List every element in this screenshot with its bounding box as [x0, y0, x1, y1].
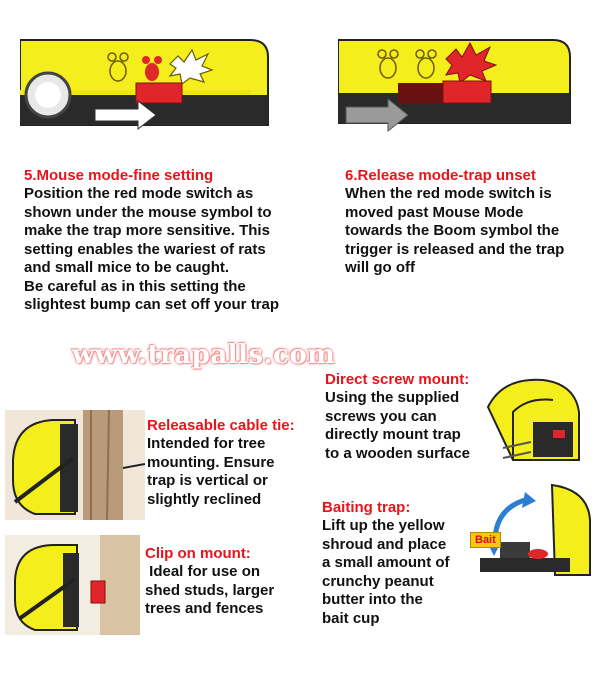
step5-body: [24, 185, 279, 315]
step5-line: Be careful as in this setting the: [24, 277, 246, 295]
cable-tie-line: Intended for tree: [147, 435, 266, 452]
cable-tie-title: Releasable cable tie:: [147, 417, 295, 434]
baiting-line: bait cup: [322, 609, 380, 627]
cable-tie-line: mounting. Ensure: [147, 453, 275, 471]
clip-mount-line: Ideal for use on: [145, 563, 261, 580]
step6-line: moved past Mouse Mode: [345, 203, 524, 221]
step6-line: When the red mode switch is: [345, 185, 552, 202]
baiting-line: butter into the: [322, 591, 423, 608]
step5-line: shown under the mouse symbol to: [24, 203, 272, 221]
website-watermark: www.trapalls.com: [72, 340, 336, 370]
baiting-line: shroud and place: [322, 535, 447, 553]
cable-tie-line: slightly reclined: [147, 490, 262, 508]
cable-tie-line: trap is vertical or: [147, 472, 268, 489]
baiting-line: Lift up the yellow: [322, 517, 445, 534]
cable-tie-illustration: [5, 410, 145, 520]
baiting-line: a small amount of: [322, 554, 450, 571]
clip-mount-illustration: [5, 535, 140, 635]
step5-line: make the trap more sensitive. This: [24, 222, 270, 239]
step6-line: towards the Boom symbol the: [345, 222, 560, 239]
baiting-body: [322, 517, 450, 628]
step6-title: 6.Release mode-trap unset: [345, 167, 536, 184]
release-mode-illustration: [338, 35, 573, 135]
direct-screw-line: screws you can: [325, 407, 437, 425]
baiting-line: crunchy peanut: [322, 572, 434, 590]
step6-body: [345, 185, 564, 278]
direct-screw-line: Using the supplied: [325, 389, 460, 406]
baiting-illustration: [470, 480, 592, 580]
step5-line: slightest bump can set off your trap: [24, 296, 280, 313]
baiting-title: Baiting trap:: [322, 499, 411, 516]
mouse-mode-illustration: [20, 35, 270, 140]
red-mode-switch: [136, 83, 182, 103]
step6-line: will go off: [345, 259, 415, 276]
cable-tie-body: [147, 435, 275, 509]
direct-screw-line: to a wooden surface: [325, 444, 471, 462]
direct-screw-title: Direct screw mount:: [325, 371, 470, 388]
bait-label: Bait: [470, 532, 501, 548]
step6-line: trigger is released and the trap: [345, 240, 565, 258]
direct-screw-body: [325, 389, 470, 463]
clip-mount-line: shed studs, larger: [145, 581, 275, 599]
step5-title: 5.Mouse mode-fine setting: [24, 167, 214, 184]
clip-mount-body: [145, 563, 274, 619]
red-mode-switch: [443, 81, 491, 103]
direct-screw-illustration: [483, 372, 588, 472]
step5-line: setting enables the wariest of rats: [24, 240, 266, 258]
clip-mount-line: trees and fences: [145, 600, 264, 617]
direct-screw-line: directly mount trap: [325, 426, 461, 443]
clip-mount-title: Clip on mount:: [145, 545, 251, 562]
step5-line: and small mice to be caught.: [24, 259, 230, 276]
step5-line: Position the red mode switch as: [24, 185, 254, 202]
